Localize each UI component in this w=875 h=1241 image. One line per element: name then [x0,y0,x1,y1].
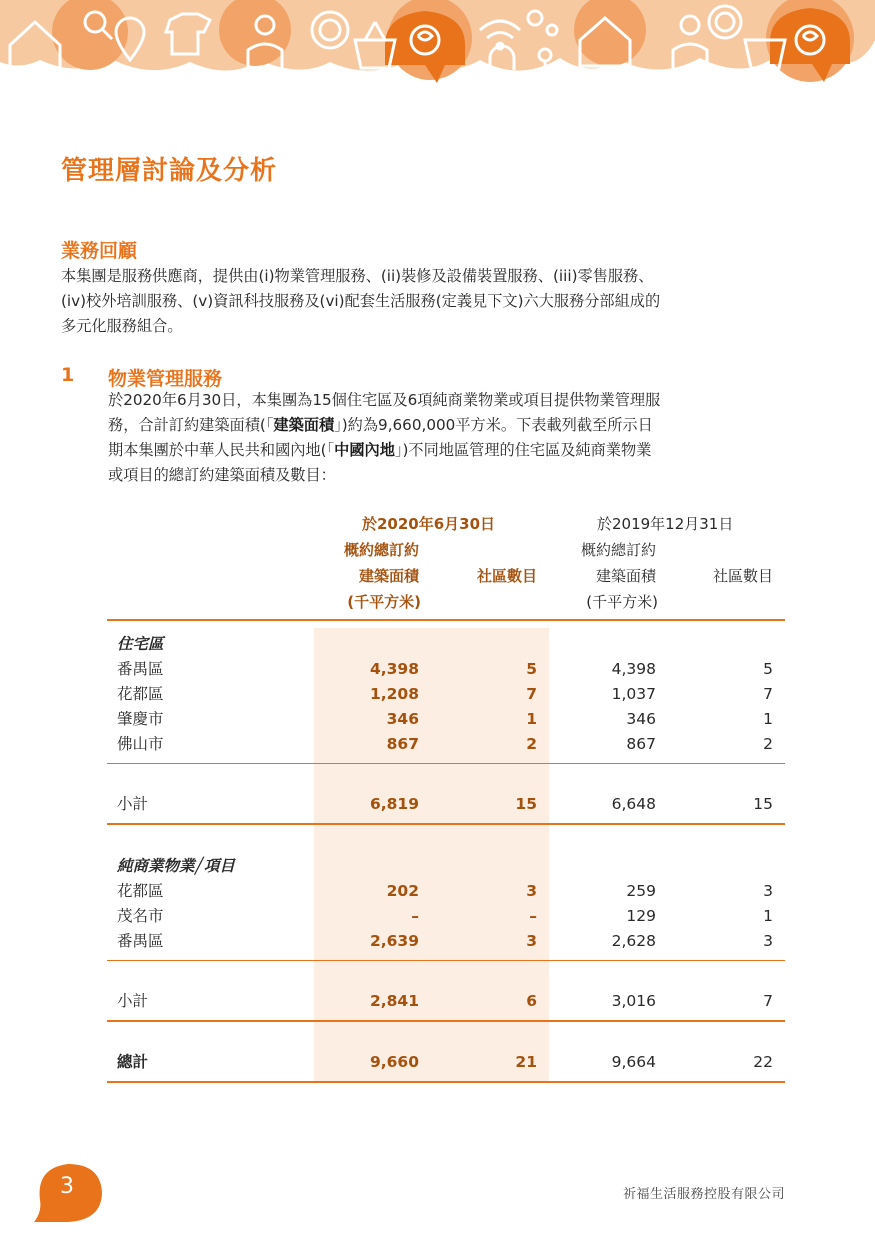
table-rule [107,960,785,961]
count-2019: 22 [753,1053,773,1071]
count-2020: 15 [515,795,537,813]
paragraph-line: 本集團是服務供應商，提供由(i)物業管理服務、(ii)裝修及設備裝置服務、(iii)零售服務、 [61,267,654,285]
count-2019: 7 [763,992,773,1010]
header-count: 社區數目 [712,567,773,585]
area-2020: 6,819 [369,795,419,813]
section-paragraph [108,388,798,488]
page-title: 管理層討論及分析 [61,156,278,186]
header-area-unit: (千平方米) [347,593,421,611]
count-2019: 15 [753,795,773,813]
area-2019: 346 [626,710,656,728]
paragraph-line: 於2020年6月30日，本集團為15個住宅區及6項純商業物業或項目提供物業管理服 [108,391,661,409]
paragraph-line: 期本集團於中華人民共和國內地(「中國內地」)不同地區管理的住宅區及純商業物業 [108,441,652,459]
count-2020: 1 [526,710,537,728]
area-2019: 4,398 [611,660,656,678]
area-2019: 129 [626,907,656,925]
table-rule [107,1020,785,1022]
count-2019: 7 [763,685,773,703]
table-rule [107,619,785,621]
count-2019: 5 [763,660,773,678]
count-2019: 3 [763,932,773,950]
paragraph-line: (iv)校外培訓服務、(v)資訊科技服務及(vi)配套生活服務(定義見下文)六大服務分部組成的 [61,292,661,310]
area-2019: 9,664 [611,1053,656,1071]
row-name: 佛山市 [117,735,164,753]
header-banner [0,0,875,86]
header-period-current: 於2020年6月30日 [362,515,496,533]
footer-company-name: 祈福生活服務控股有限公司 [622,1187,785,1202]
business-review-heading: 業務回顧 [61,240,138,262]
group-label-commercial: 純商業物業╱項目 [117,857,235,875]
section-number: 1 [61,364,75,386]
row-name: 花都區 [117,685,164,703]
row-name: 番禺區 [117,932,164,950]
table-rule [107,1081,785,1083]
count-2020: 2 [526,735,537,753]
gfa-table [107,512,785,1092]
paragraph-line: 或項目的總訂約建築面積及數目： [108,466,336,484]
header-area: 概約總訂約 [580,541,656,559]
header-count: 社區數目 [476,567,537,585]
count-2020: – [529,907,537,925]
area-2019: 2,628 [611,932,656,950]
area-2019: 867 [626,735,656,753]
paragraph-line: 多元化服務組合。 [61,317,183,335]
header-area: 概約總訂約 [343,541,419,559]
area-2020: 1,208 [369,685,419,703]
area-2020: 346 [386,710,419,728]
count-2020: 3 [526,882,537,900]
section-title: 物業管理服務 [108,368,223,390]
row-name: 肇慶市 [117,710,164,728]
header-area: 建築面積 [595,567,656,585]
row-name: 番禺區 [117,660,164,678]
area-2019: 3,016 [611,992,656,1010]
row-name: 茂名市 [117,907,164,925]
area-2019: 6,648 [611,795,656,813]
row-name: 花都區 [117,882,164,900]
count-2020: 3 [526,932,537,950]
count-2019: 3 [763,882,773,900]
count-2020: 5 [526,660,537,678]
header-area: 建築面積 [358,567,419,585]
count-2019: 1 [763,907,773,925]
defined-term-gfa: 建築面積 [273,416,335,434]
count-2019: 2 [763,735,773,753]
area-2020: 4,398 [369,660,419,678]
count-2019: 1 [763,710,773,728]
table-rule [107,763,785,764]
defined-term-mainland: 中國內地 [334,441,395,459]
area-2020: 9,660 [369,1053,419,1071]
row-name: 小計 [117,795,149,813]
count-2020: 6 [526,992,537,1010]
table-rule [107,823,785,825]
area-2020: 202 [386,882,419,900]
business-review-paragraph [61,264,796,339]
header-period-prior: 於2019年12月31日 [597,515,734,533]
paragraph-line: 務，合計訂約建築面積(「建築面積」)約為9,660,000平方米。下表載列截至所示日 [108,416,653,434]
row-name: 小計 [117,992,149,1010]
count-2020: 21 [515,1053,537,1071]
area-2019: 259 [626,882,656,900]
row-name: 總計 [117,1053,149,1071]
header-area-unit: (千平方米) [586,593,658,611]
area-2020: 2,841 [369,992,419,1010]
area-2020: 2,639 [369,932,419,950]
count-2020: 7 [526,685,537,703]
area-2020: – [411,907,419,925]
group-label-residential: 住宅區 [117,635,164,653]
area-2019: 1,037 [611,685,656,703]
area-2020: 867 [386,735,419,753]
page-number: 3 [60,1174,74,1199]
